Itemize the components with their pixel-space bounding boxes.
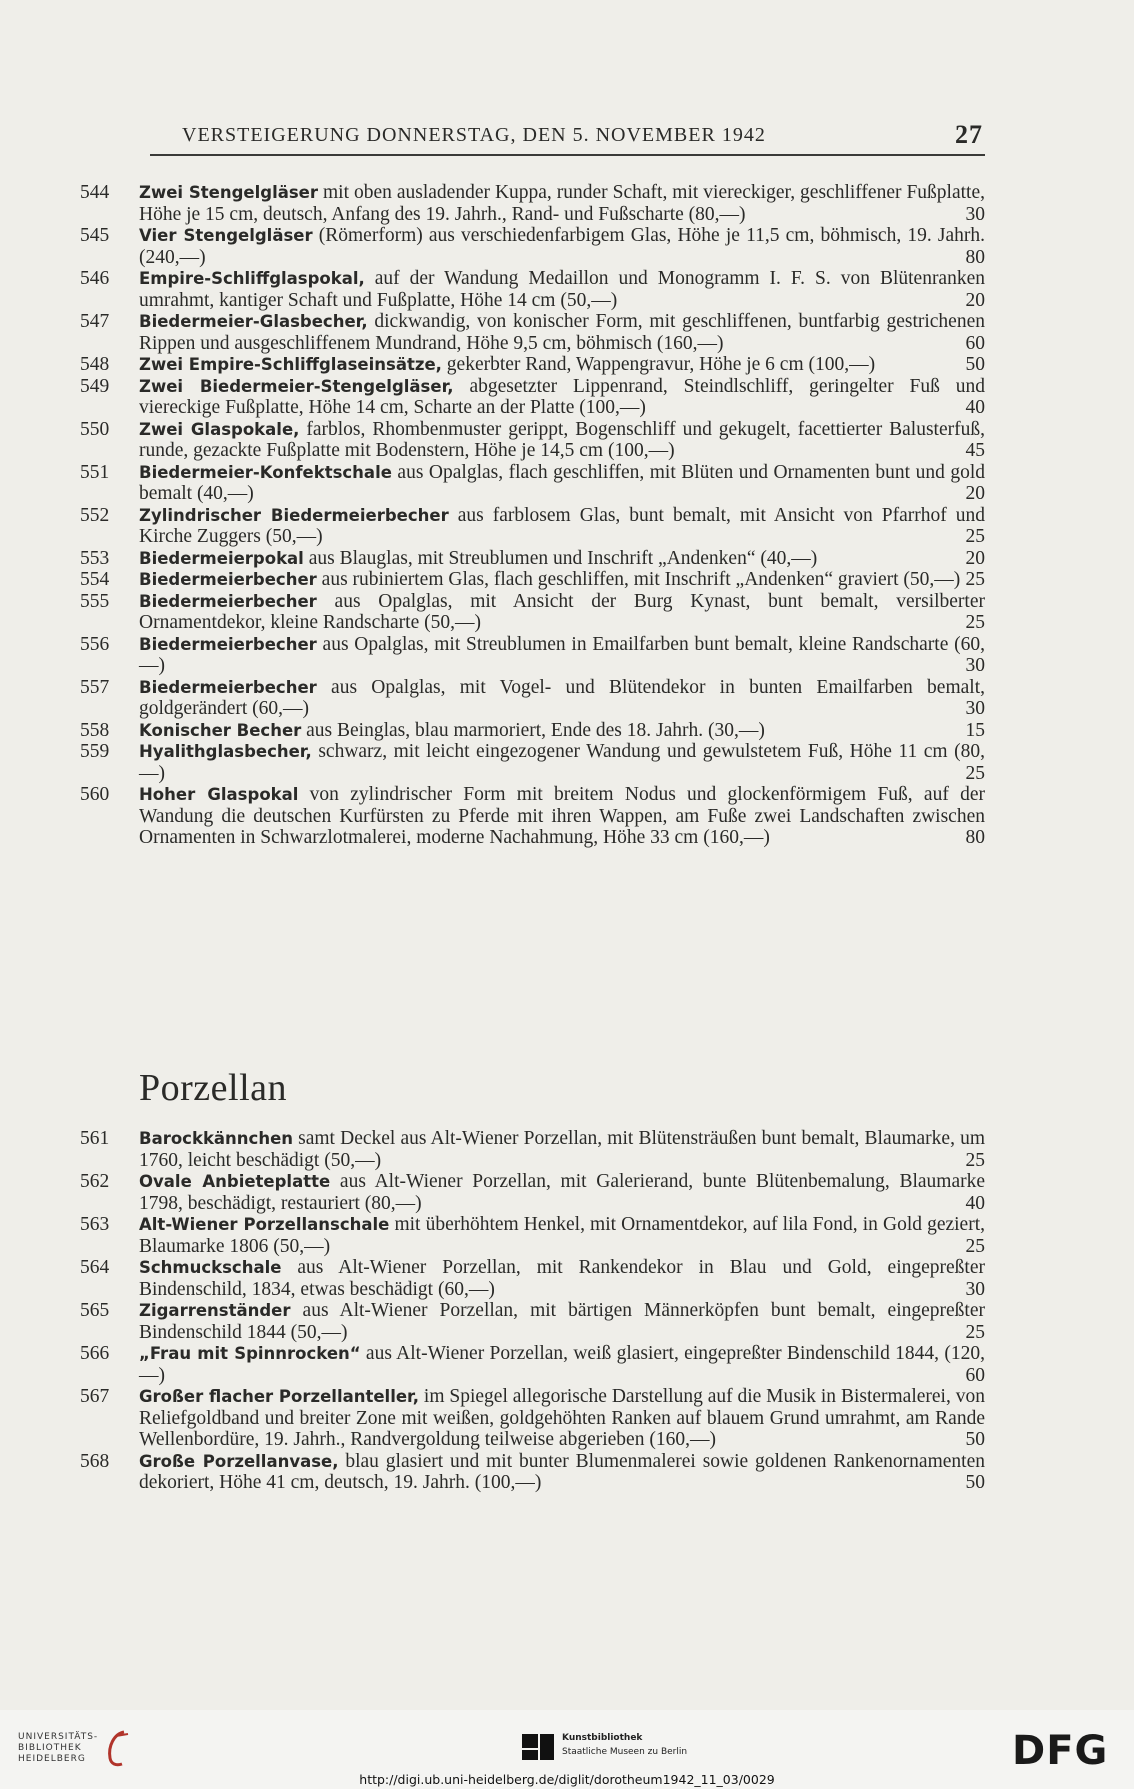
- lot-description: [139, 784, 985, 849]
- lot-title: Zwei Stengelgläser: [139, 183, 319, 202]
- lot-number: 548: [80, 354, 110, 375]
- lot-description: [139, 591, 985, 634]
- lot-title: Biedermeierbecher: [139, 570, 317, 589]
- lot-number: 549: [80, 375, 110, 397]
- lot-title: Zylindrischer Biedermeierbecher: [139, 505, 449, 525]
- lot-price: 50: [965, 1429, 985, 1450]
- lot-title: Biedermeierpokal: [139, 548, 304, 568]
- lot-text: aus Opalglas, mit Streublumen in Emailfarben bunt bemalt, kleine Randscharte (60,—): [139, 633, 985, 676]
- lot-price: 50: [965, 354, 985, 375]
- lot-description: [139, 634, 985, 677]
- lot-text: aus Alt-Wiener Porzellan, mit bärtigen Männerköpfen bunt bemalt, eingepreßter Bindenschild 1844 (50,—): [139, 1300, 985, 1343]
- lot-description: [139, 548, 985, 570]
- lot-price: 25: [965, 1149, 985, 1171]
- kunstbibliothek-logo-icon: [520, 1732, 556, 1762]
- kb-subtitle: Staatliche Museen zu Berlin: [562, 1747, 688, 1757]
- university-logo-icon: [102, 1728, 132, 1770]
- lot-price: 20: [965, 547, 985, 569]
- page-number: 27: [955, 120, 983, 149]
- lot-number: 556: [80, 633, 110, 655]
- lot-text: von zylindrischer Form mit breitem Nodus und glockenförmigem Fuß, auf der Wandung die deutschen Kurfürsten zu Pferde mit ihren Wappen, am Fuße zwei Landschaften zwischen Ornamenten in Schwarzlotmalerei, moderne Nachahmung, Höhe 33 cm (160,—): [139, 784, 985, 848]
- lot-title: Biedermeier-Glasbecher,: [139, 312, 368, 331]
- lot-title: Alt-Wiener Porzellanschale: [139, 1215, 390, 1234]
- lot-price: 25: [965, 1321, 985, 1343]
- uni-line: BIBLIOTHEK: [18, 1743, 82, 1753]
- lot-description: [139, 677, 985, 720]
- lot-text: abgesetzter Lippenrand, Steindlschliff, geringelter Fuß und viereckige Fußplatte, Höhe 14 cm, Scharte an der Platte (100,—): [139, 375, 985, 418]
- porcelain-entries: [80, 1128, 985, 1494]
- lot-number: 547: [80, 311, 110, 332]
- lot-title: Biedermeierbecher: [139, 591, 317, 611]
- lot-text: aus Alt-Wiener Porzellan, mit Rankendekor in Blau und Gold, eingepreßter Bindenschild, 1834, etwas beschädigt (60,—): [139, 1257, 985, 1300]
- catalog-entry: [80, 1451, 985, 1494]
- lot-number: 559: [80, 741, 110, 762]
- catalog-entry: [80, 1257, 985, 1300]
- lot-description: [139, 462, 985, 505]
- lot-title: „Frau mit Spinnrocken“: [139, 1344, 361, 1363]
- lot-number: 557: [80, 676, 110, 698]
- lot-description: [139, 1451, 985, 1494]
- catalog-entry: [80, 1386, 985, 1451]
- lot-number: 551: [80, 461, 110, 483]
- lot-description: [139, 311, 985, 354]
- catalog-entry: [80, 634, 985, 677]
- catalog-entry: [80, 677, 985, 720]
- catalog-entry: [80, 505, 985, 548]
- lot-number: 554: [80, 569, 110, 590]
- lot-number: 561: [80, 1128, 110, 1149]
- catalog-entry: [80, 419, 985, 462]
- lot-description: [139, 1300, 985, 1343]
- catalog-entry: [80, 741, 985, 784]
- lot-price: 60: [965, 332, 985, 354]
- lot-text: dickwandig, von konischer Form, mit geschliffenen, buntfarbig gestrichenen Rippen und ausgeschliffenem Mundrand, Höhe 9,5 cm, böhmisch (160,—): [139, 311, 985, 354]
- lot-price: 25: [965, 526, 985, 547]
- lot-text: (Römerform) aus verschiedenfarbigem Glas, Höhe je 11,5 cm, böhmisch, 19. Jahrh. (240,—): [139, 225, 985, 268]
- lot-title: Hoher Glaspokal: [139, 785, 299, 804]
- lot-title: Schmuckschale: [139, 1258, 282, 1277]
- lot-text: aus Alt-Wiener Porzellan, mit Galerierand, bunte Blütenbemalung, Blaumarke 1798, beschädigt, restauriert (80,—): [139, 1171, 986, 1214]
- lot-description: [139, 1128, 985, 1171]
- catalog-entry: [80, 569, 985, 591]
- lot-description: [139, 741, 985, 784]
- lot-number: 553: [80, 547, 110, 569]
- lot-price: 30: [965, 1278, 985, 1300]
- catalog-entry: [80, 354, 985, 376]
- lot-text: aus Opalglas, mit Vogel- und Blütendekor in bunten Emailfarben bemalt, goldgerändert (60,—): [139, 676, 985, 719]
- lot-price: 30: [965, 203, 985, 225]
- lot-description: [139, 1386, 985, 1451]
- lot-title: Hyalithglasbecher,: [139, 742, 312, 761]
- catalog-entry: [80, 1300, 985, 1343]
- catalog-entry: [80, 1343, 985, 1386]
- lot-number: 552: [80, 504, 110, 526]
- lot-title: Zigarrenständer: [139, 1301, 291, 1320]
- lot-title: Biedermeier-Konfektschale: [139, 462, 392, 482]
- lot-text: samt Deckel aus Alt-Wiener Porzellan, mit Blütensträußen bunt bemalt, Blaumarke, um 1760, leicht beschädigt (50,—): [139, 1128, 985, 1171]
- lot-number: 568: [80, 1450, 110, 1472]
- lot-number: 544: [80, 182, 110, 203]
- lot-description: [139, 505, 985, 548]
- catalog-entry: [80, 311, 985, 354]
- catalog-entry: [80, 182, 985, 225]
- lot-title: Ovale Anbieteplatte: [139, 1172, 331, 1191]
- lot-description: [139, 1171, 985, 1214]
- lot-price: 50: [965, 1472, 985, 1493]
- lot-price: 40: [965, 397, 985, 418]
- catalog-entry: [80, 1214, 985, 1257]
- lot-price: 80: [965, 246, 985, 268]
- lot-text: aus Alt-Wiener Porzellan, weiß glasiert, eingepreßter Bindenschild 1844, (120,—): [139, 1343, 985, 1386]
- lot-description: [139, 720, 985, 742]
- lot-text: schwarz, mit leicht eingezogener Wandung und gewulstetem Fuß, Höhe 11 cm (80,—): [139, 741, 985, 784]
- lot-text: mit überhöhtem Henkel, mit Ornamentdekor, auf lila Fond, in Gold geziert, Blaumarke 1806 (50,—): [139, 1214, 985, 1257]
- lot-text: blau glasiert und mit bunter Blumenmalerei sowie goldenen Rankenornamenten dekoriert, Höhe 41 cm, deutsch, 19. Jahrh. (100,—): [139, 1450, 985, 1493]
- lot-price: 20: [965, 289, 985, 311]
- source-url[interactable]: http://digi.ub.uni-heidelberg.de/diglit/dorotheum1942_11_03/0029: [359, 1772, 775, 1787]
- lot-description: [139, 182, 985, 225]
- lot-title: Konischer Becher: [139, 720, 302, 740]
- lot-text: mit oben ausladender Kuppa, runder Schaft, mit viereckiger, geschliffener Fußplatte, Höhe je 15 cm, deutsch, Anfang des 19. Jahrh., Rand- und Fußscharte (80,—): [139, 182, 985, 225]
- lot-text: aus rubiniertem Glas, flach geschliffen, mit Inschrift „Andenken“ graviert (50,—): [316, 569, 961, 590]
- lot-price: 25: [965, 569, 985, 590]
- lot-title: Vier Stengelgläser: [139, 226, 313, 245]
- lot-text: farblos, Rhombenmuster gerippt, Bogenschliff und gekugelt, facettierter Balusterfuß, runde, gezackte Fußplatte mit Bodenstern, Höhe je 14,5 cm (100,—): [139, 418, 985, 461]
- lot-text: gekerbter Rand, Wappengravur, Höhe je 6 cm (100,—): [441, 354, 876, 375]
- lot-text: aus Beinglas, blau marmoriert, Ende des 18. Jahrh. (30,—): [301, 719, 765, 741]
- page-header: [150, 120, 985, 156]
- lot-number: 567: [80, 1386, 110, 1407]
- lot-number: 562: [80, 1171, 110, 1192]
- lot-title: Barockkännchen: [139, 1129, 294, 1148]
- header-title: VERSTEIGERUNG DONNERSTAG, DEN 5. NOVEMBER 1942: [182, 124, 766, 146]
- lot-text: aus Opalglas, flach geschliffen, mit Blüten und Ornamenten bunt und gold bemalt (40,—): [139, 461, 985, 504]
- catalog-entry: [80, 1128, 985, 1171]
- lot-description: [139, 1214, 985, 1257]
- uni-line: HEIDELBERG: [18, 1754, 86, 1764]
- lot-title: Biedermeierbecher: [139, 677, 317, 697]
- catalog-entry: [80, 462, 985, 505]
- university-library-label: [18, 1732, 98, 1765]
- footer-bar: [0, 1710, 1134, 1789]
- lot-number: 566: [80, 1343, 110, 1364]
- catalog-entry: [80, 548, 985, 570]
- lot-number: 563: [80, 1214, 110, 1235]
- lot-price: 45: [965, 440, 985, 461]
- lot-price: 20: [965, 483, 985, 504]
- lot-description: [139, 1257, 985, 1300]
- lot-title: Große Porzellanvase,: [139, 1451, 339, 1471]
- lot-text: aus Blauglas, mit Streublumen und Inschrift „Andenken“ (40,—): [303, 547, 818, 569]
- lot-title: Zwei Glaspokale,: [139, 419, 300, 439]
- lot-description: [139, 225, 985, 268]
- lot-price: 25: [965, 1235, 985, 1257]
- lot-description: [139, 354, 985, 376]
- lot-price: 60: [965, 1364, 985, 1386]
- lot-description: [139, 419, 985, 462]
- catalog-entry: [80, 376, 985, 419]
- lot-price: 25: [965, 612, 985, 633]
- lot-price: 30: [965, 655, 985, 676]
- lot-text: im Spiegel allegorische Darstellung auf die Musik in Bistermalerei, von Reliefgoldband und breiter Zone mit weißen, goldgehöhten Ranken auf blauem Grund umrahmt, am Rande Wellenbordüre, 19. Jahrh., Randvergoldung teilweise abgerieben (160,—): [139, 1386, 985, 1450]
- catalog-entry: [80, 225, 985, 268]
- lot-text: aus farblosem Glas, bunt bemalt, mit Ansicht von Pfarrhof und Kirche Zuggers (50,—): [139, 504, 985, 547]
- kunstbibliothek-label: [562, 1731, 687, 1759]
- lot-number: 546: [80, 268, 110, 289]
- lot-price: 80: [965, 827, 985, 848]
- lot-description: [139, 376, 985, 419]
- lot-text: auf der Wandung Medaillon und Monogramm I. F. S. von Blütenranken umrahmt, kantiger Schaft und Fußplatte, Höhe 14 cm (50,—): [139, 268, 985, 311]
- lot-description: [139, 1343, 985, 1386]
- catalog-entry: [80, 720, 985, 742]
- lot-number: 560: [80, 784, 110, 805]
- lot-description: [139, 268, 985, 311]
- lot-price: 40: [965, 1192, 985, 1214]
- dfg-logo: DFG: [1012, 1728, 1109, 1774]
- kb-title: Kunstbibliothek: [562, 1733, 643, 1743]
- lot-title: Biedermeierbecher: [139, 634, 317, 654]
- catalog-entry: [80, 591, 985, 634]
- lot-number: 565: [80, 1300, 110, 1321]
- lot-number: 555: [80, 590, 110, 612]
- lot-price: 30: [965, 698, 985, 719]
- catalog-entry: [80, 784, 985, 849]
- lot-title: Empire-Schliffglaspokal,: [139, 269, 365, 288]
- lot-number: 558: [80, 719, 110, 741]
- lot-title: Großer flacher Porzellanteller,: [139, 1387, 420, 1406]
- lot-number: 550: [80, 418, 110, 440]
- lot-price: 25: [965, 762, 985, 784]
- lot-text: aus Opalglas, mit Ansicht der Burg Kynast, bunt bemalt, versilberter Ornamentdekor, kleine Randscharte (50,—): [139, 590, 985, 633]
- glass-entries: [80, 182, 985, 849]
- lot-title: Zwei Empire-Schliffglaseinsätze,: [139, 355, 442, 374]
- lot-number: 545: [80, 225, 110, 246]
- lot-description: [139, 569, 985, 591]
- uni-line: UNIVERSITÄTS-: [18, 1732, 99, 1742]
- lot-price: 15: [965, 719, 985, 741]
- catalog-entry: [80, 1171, 985, 1214]
- section-heading: Porzellan: [139, 1067, 288, 1109]
- lot-number: 564: [80, 1257, 110, 1278]
- lot-title: Zwei Biedermeier-Stengelgläser,: [139, 376, 454, 396]
- catalog-entry: [80, 268, 985, 311]
